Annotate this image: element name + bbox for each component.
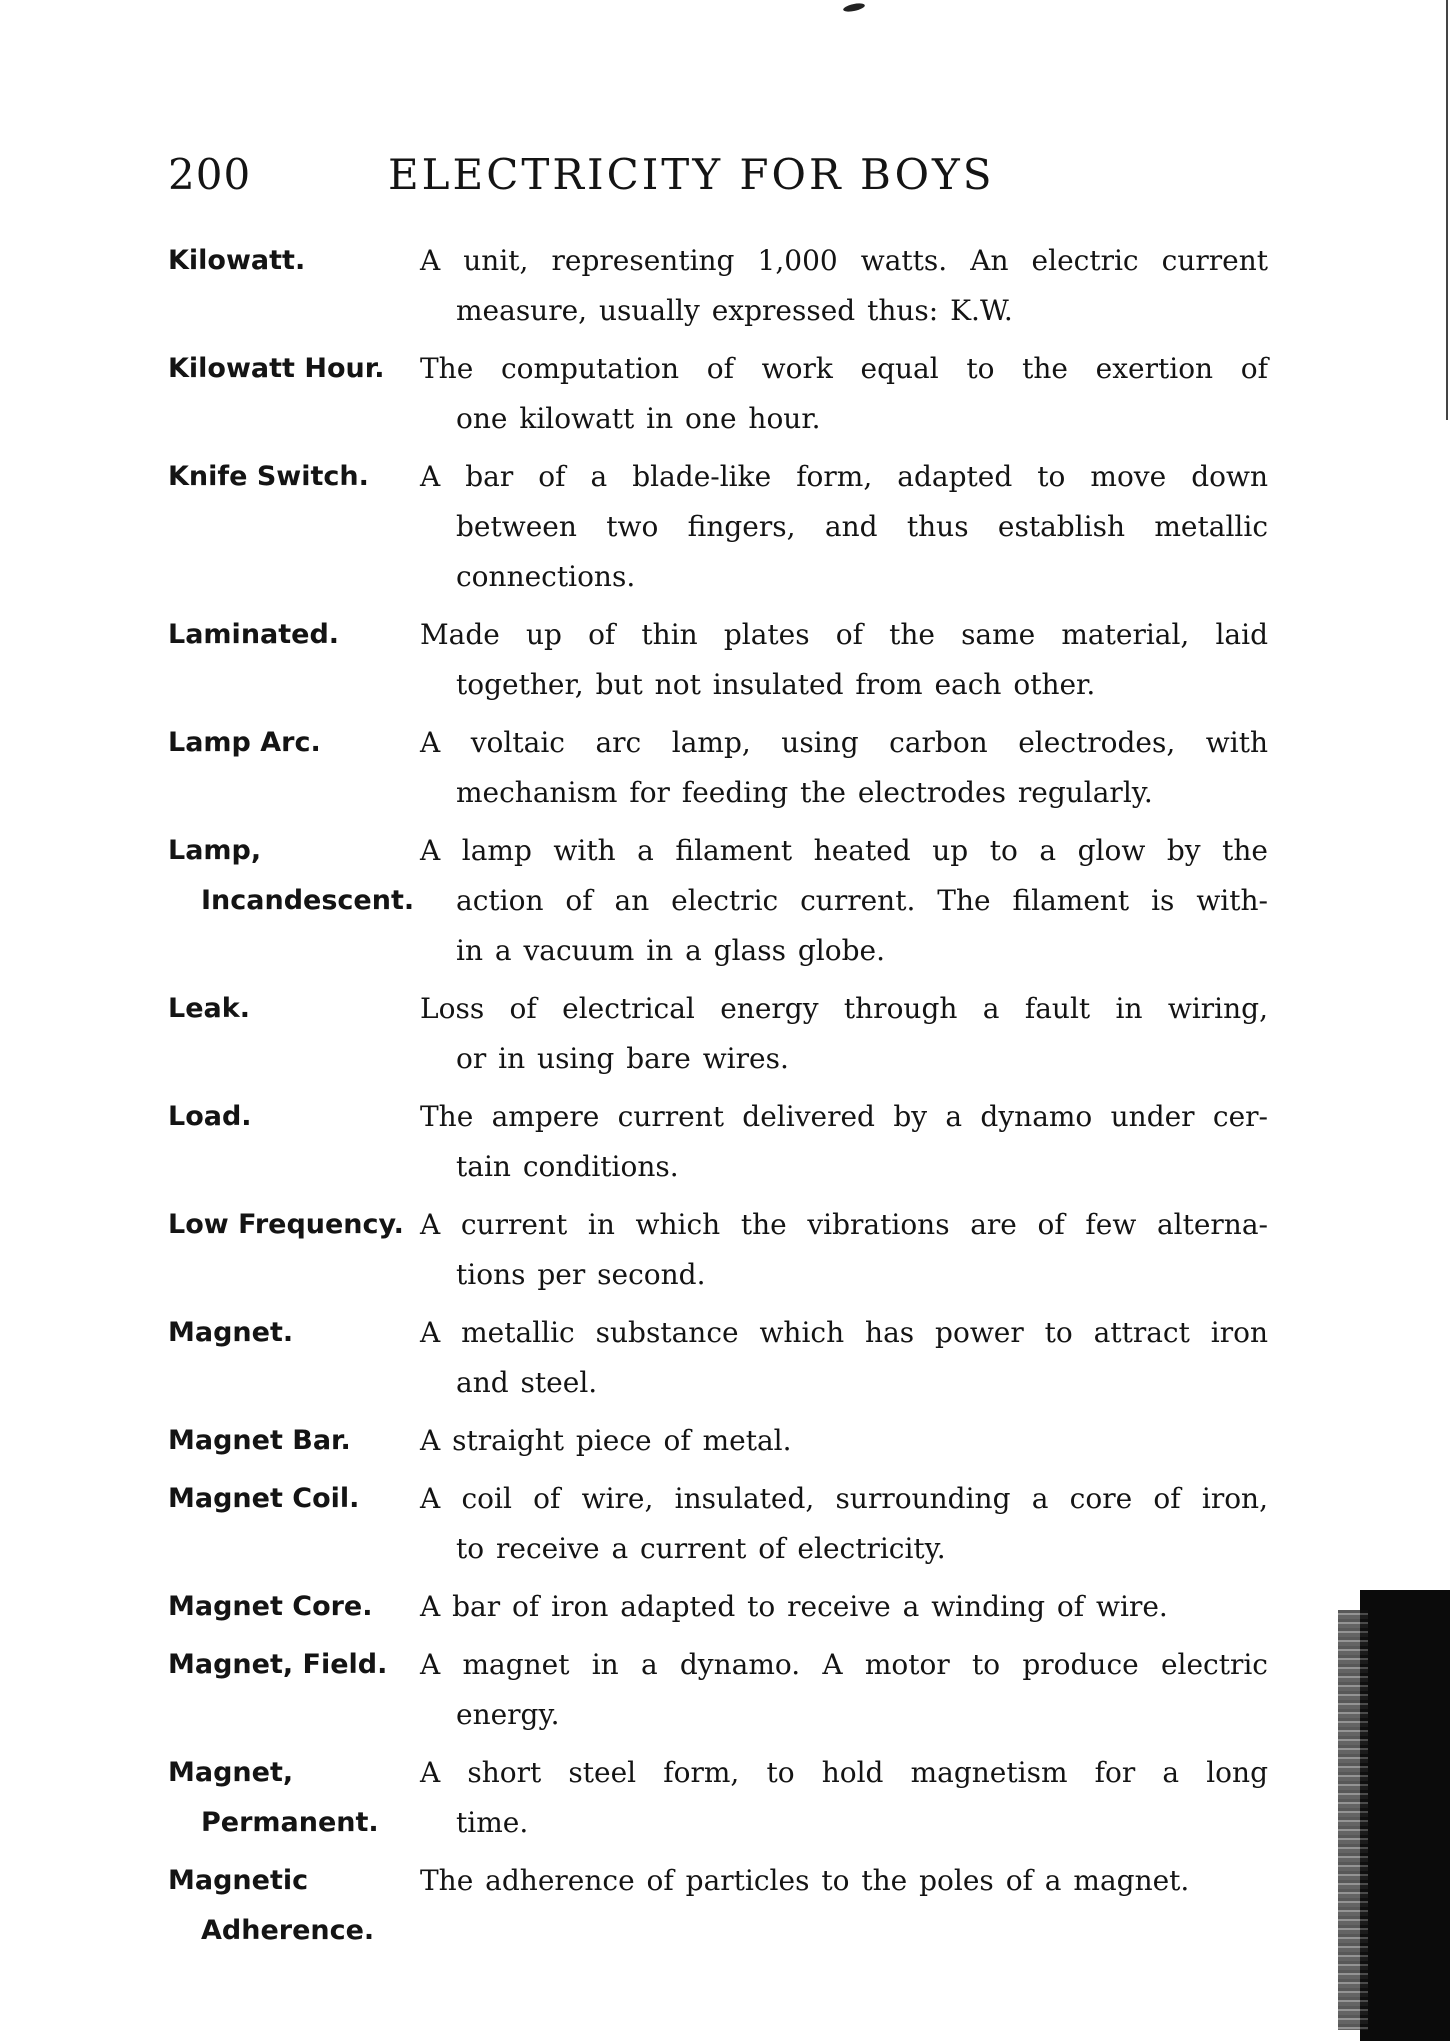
term-line: Leak.: [168, 993, 250, 1024]
definition-line: A metallic substance which has power to attract iron: [420, 1316, 1268, 1349]
entry-term: [168, 984, 420, 1084]
term-line: Magnet Core.: [168, 1591, 373, 1622]
term-line: Incandescent.: [201, 885, 415, 916]
entry-term: [168, 1856, 420, 1956]
glossary-entry: [168, 1416, 1268, 1466]
entry-term: [168, 718, 420, 818]
definition-line: together, but not insulated from each other.: [456, 668, 1096, 701]
entry-definition: [420, 344, 1268, 444]
entry-definition: [420, 1416, 1268, 1466]
glossary-entry: [168, 452, 1268, 602]
scan-shadow: [1360, 1590, 1450, 2041]
term-line: Magnet, Field.: [168, 1649, 388, 1680]
entry-definition: [420, 1092, 1268, 1192]
entry-term: [168, 236, 420, 336]
entry-term: [168, 1200, 420, 1300]
definition-line: A unit, representing 1,000 watts. An electric current: [420, 244, 1268, 277]
entry-definition: [420, 452, 1268, 602]
definition-line: A lamp with a filament heated up to a glow by the: [420, 834, 1268, 867]
term-line: Magnet,: [168, 1757, 294, 1788]
term-line: Permanent.: [201, 1807, 379, 1838]
page-number: 200: [168, 150, 252, 199]
glossary-entry: [168, 1200, 1268, 1300]
term-line: Magnet Bar.: [168, 1425, 351, 1456]
glossary-entry: [168, 1856, 1268, 1956]
definition-line: time.: [456, 1806, 529, 1839]
term-line: Kilowatt Hour.: [168, 353, 385, 384]
definition-line: and steel.: [456, 1366, 598, 1399]
entry-definition: [420, 1856, 1268, 1956]
definition-line: in a vacuum in a glass globe.: [456, 934, 886, 967]
scan-edge-line: [1446, 0, 1448, 420]
entry-definition: [420, 1640, 1268, 1740]
term-line: Magnet Coil.: [168, 1483, 360, 1514]
entry-definition: [420, 236, 1268, 336]
definition-line: A bar of iron adapted to receive a winding of wire.: [420, 1590, 1168, 1623]
entry-term: [168, 344, 420, 444]
entry-definition: [420, 1474, 1268, 1574]
definition-line: A bar of a blade-like form, adapted to move down: [420, 460, 1268, 493]
definition-line: Made up of thin plates of the same material, laid: [420, 618, 1268, 651]
definition-line: one kilowatt in one hour.: [456, 402, 821, 435]
definition-line: or in using bare wires.: [456, 1042, 789, 1075]
entry-term: [168, 1474, 420, 1574]
glossary-entry: [168, 236, 1268, 336]
definition-line: A straight piece of metal.: [420, 1424, 792, 1457]
scan-speck: [843, 2, 866, 13]
glossary-entry: [168, 1474, 1268, 1574]
glossary-entry: [168, 718, 1268, 818]
definition-line: A current in which the vibrations are of few alterna-: [420, 1208, 1268, 1241]
entry-definition: [420, 1582, 1268, 1632]
entry-definition: [420, 826, 1268, 976]
entry-term: [168, 1416, 420, 1466]
definition-line: tions per second.: [456, 1258, 706, 1291]
definition-line: The ampere current delivered by a dynamo under cer-: [420, 1100, 1268, 1133]
definition-line: A coil of wire, insulated, surrounding a core of iron,: [420, 1482, 1268, 1515]
glossary-entry: [168, 1582, 1268, 1632]
glossary-entry: [168, 1308, 1268, 1408]
definition-line: The computation of work equal to the exertion of: [420, 352, 1268, 385]
term-line: Magnet.: [168, 1317, 294, 1348]
definition-line: measure, usually expressed thus: K.W.: [456, 294, 1013, 327]
definition-line: The adherence of particles to the poles of a magnet.: [420, 1864, 1190, 1897]
term-line: Low Frequency.: [168, 1209, 404, 1240]
entry-definition: [420, 1200, 1268, 1300]
term-line: Laminated.: [168, 619, 340, 650]
entry-term: [168, 452, 420, 602]
entry-definition: [420, 1308, 1268, 1408]
page-header: [168, 150, 1068, 210]
definition-line: mechanism for feeding the electrodes regularly.: [456, 776, 1153, 809]
entry-term: [168, 1582, 420, 1632]
glossary-entry: [168, 1748, 1268, 1848]
entry-term: [168, 1640, 420, 1740]
definition-line: A short steel form, to hold magnetism for a long: [420, 1756, 1268, 1789]
term-line: Kilowatt.: [168, 245, 306, 276]
term-line: Lamp,: [168, 835, 262, 866]
term-line: Knife Switch.: [168, 461, 369, 492]
entry-definition: [420, 1748, 1268, 1848]
glossary-entry: [168, 1640, 1268, 1740]
definition-line: between two fingers, and thus establish metallic: [456, 510, 1268, 543]
definition-line: tain conditions.: [456, 1150, 679, 1183]
glossary-entries: [168, 236, 1268, 1964]
definition-line: connections.: [456, 560, 636, 593]
entry-term: [168, 826, 420, 976]
glossary-entry: [168, 826, 1268, 976]
entry-definition: [420, 718, 1268, 818]
glossary-entry: [168, 1092, 1268, 1192]
entry-definition: [420, 984, 1268, 1084]
glossary-entry: [168, 610, 1268, 710]
running-title: ELECTRICITY FOR BOYS: [388, 150, 995, 199]
term-line: Lamp Arc.: [168, 727, 321, 758]
glossary-entry: [168, 344, 1268, 444]
definition-line: energy.: [456, 1698, 560, 1731]
entry-term: [168, 1308, 420, 1408]
definition-line: A voltaic arc lamp, using carbon electrodes, with: [420, 726, 1268, 759]
term-line: Adherence.: [201, 1915, 375, 1946]
definition-line: to receive a current of electricity.: [456, 1532, 946, 1565]
entry-term: [168, 1092, 420, 1192]
entry-definition: [420, 610, 1268, 710]
entry-term: [168, 1748, 420, 1848]
term-line: Load.: [168, 1101, 252, 1132]
glossary-entry: [168, 984, 1268, 1084]
definition-line: A magnet in a dynamo. A motor to produce electric: [420, 1648, 1268, 1681]
definition-line: Loss of electrical energy through a fault in wiring,: [420, 992, 1268, 1025]
entry-term: [168, 610, 420, 710]
term-line: Magnetic: [168, 1865, 309, 1896]
definition-line: action of an electric current. The filament is with-: [456, 884, 1268, 917]
